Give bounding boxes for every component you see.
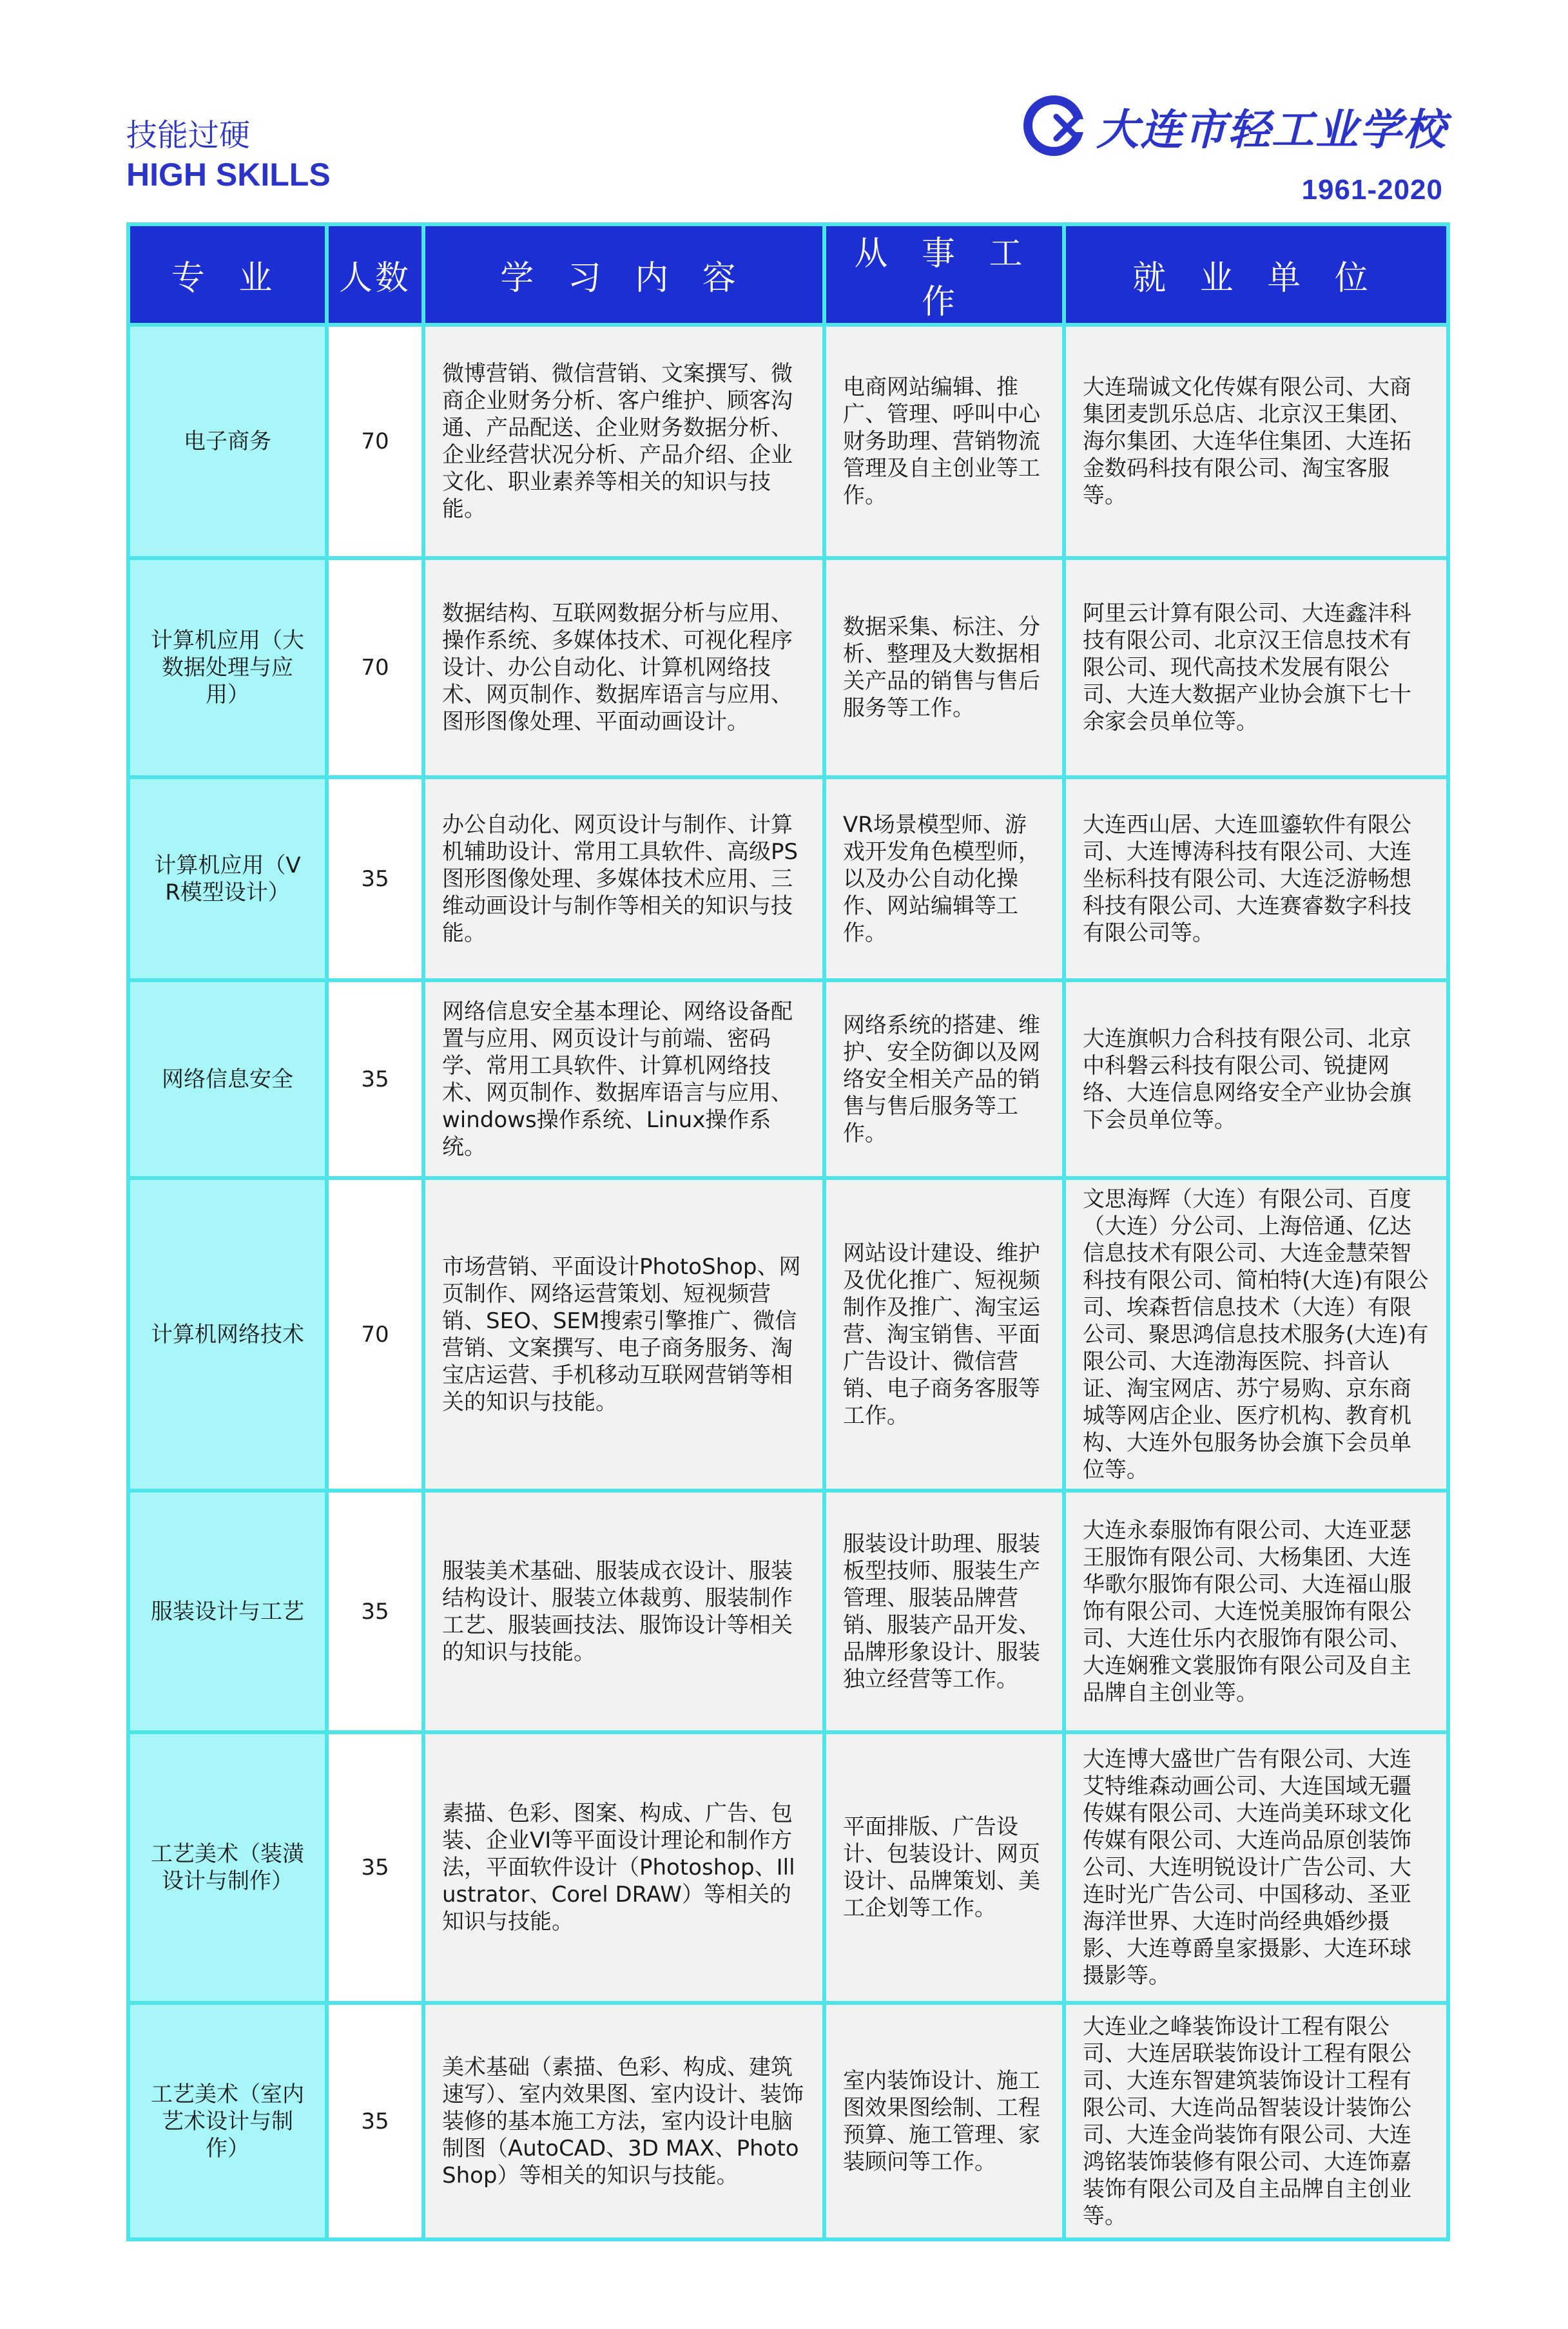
major-cell: 计算机应用（VR模型设计） (128, 777, 327, 980)
section-title-en: HIGH SKILLS (126, 157, 331, 193)
career-cell: 网站设计建设、维护及优化推广、短视频制作及推广、淘宝运营、淘宝销售、平面广告设计、微信营销、电子商务客服等工作。 (824, 1178, 1064, 1491)
header-count: 人数 (327, 224, 423, 325)
table-header-row (128, 224, 1448, 325)
school-years: 1961-2020 (1301, 174, 1443, 206)
major-cell: 工艺美术（室内艺术设计与制作） (128, 2003, 327, 2239)
employer-cell: 大连瑞诚文化传媒有限公司、大商集团麦凯乐总店、北京汉王集团、海尔集团、大连华住集团、大连拓金数码科技有限公司、淘宝客服等。 (1064, 325, 1448, 558)
header-employer: 就 业 单 位 (1064, 224, 1448, 325)
table-row (128, 980, 1448, 1178)
major-cell: 工艺美术（装潢设计与制作） (128, 1732, 327, 2003)
employer-cell: 阿里云计算有限公司、大连鑫沣科技有限公司、北京汉王信息技术有限公司、现代高技术发展有限公司、大连大数据产业协会旗下七十余家会员单位等。 (1064, 558, 1448, 777)
table-row (128, 1491, 1448, 1732)
major-cell: 电子商务 (128, 325, 327, 558)
table-row (128, 2003, 1448, 2239)
major-cell: 服装设计与工艺 (128, 1491, 327, 1732)
study-cell: 数据结构、互联网数据分析与应用、操作系统、多媒体技术、可视化程序设计、办公自动化、计算机网络技术、网页制作、数据库语言与应用、图形图像处理、平面动画设计。 (423, 558, 824, 777)
logo-row (1023, 90, 1447, 161)
career-cell: 服装设计助理、服装板型技师、服装生产管理、服装品牌营销、服装产品开发、品牌形象设计、服装独立经营等工作。 (824, 1491, 1064, 1732)
employer-cell: 大连博大盛世广告有限公司、大连艾特维森动画公司、大连国域无疆传媒有限公司、大连尚美环球文化传媒有限公司、大连尚品原创装饰公司、大连明锐设计广告公司、大连时光广告公司、中国移动、圣亚海洋世界、大连时尚经典婚纱摄影、大连尊爵皇家摄影、大连环球摄影等。 (1064, 1732, 1448, 2003)
school-name: 大连市轻工业学校 (1096, 104, 1447, 155)
major-cell: 计算机应用（大数据处理与应用） (128, 558, 327, 777)
employer-cell: 大连旗帜力合科技有限公司、北京中科磐云科技有限公司、锐捷网络、大连信息网络安全产业协会旗下会员单位等。 (1064, 980, 1448, 1178)
count-cell: 35 (327, 1491, 423, 1732)
major-cell: 计算机网络技术 (128, 1178, 327, 1491)
career-cell: 室内装饰设计、施工图效果图绘制、工程预算、施工管理、家装顾问等工作。 (824, 2003, 1064, 2239)
employer-cell: 大连永泰服饰有限公司、大连亚瑟王服饰有限公司、大杨集团、大连华歌尔服饰有限公司、大连福山服饰有限公司、大连悦美服饰有限公司、大连仕乐内衣服饰有限公司、大连娴雅文裳服饰有限公司及自主品牌自主创业等。 (1064, 1491, 1448, 1732)
count-cell: 35 (327, 2003, 423, 2239)
count-cell: 70 (327, 1178, 423, 1491)
table-row (128, 1178, 1448, 1491)
table-row (128, 325, 1448, 558)
count-cell: 35 (327, 777, 423, 980)
study-cell: 微博营销、微信营销、文案撰写、微商企业财务分析、客户维护、顾客沟通、产品配送、企业财务数据分析、企业经营状况分析、产品介绍、企业文化、职业素养等相关的知识与技能。 (423, 325, 824, 558)
career-cell: 网络系统的搭建、维护、安全防御以及网络安全相关产品的销售与售后服务等工作。 (824, 980, 1064, 1178)
employer-cell: 大连西山居、大连皿鎏软件有限公司、大连博涛科技有限公司、大连坐标科技有限公司、大连泛游畅想科技有限公司、大连赛睿数字科技有限公司等。 (1064, 777, 1448, 980)
study-cell: 办公自动化、网页设计与制作、计算机辅助设计、常用工具软件、高级PS图形图像处理、多媒体技术应用、三维动画设计与制作等相关的知识与技能。 (423, 777, 824, 980)
study-cell: 网络信息安全基本理论、网络设备配置与应用、网页设计与前端、密码学、常用工具软件、计算机网络技术、网页制作、数据库语言与应用、windows操作系统、Linux操作系统。 (423, 980, 824, 1178)
header-major: 专 业 (128, 224, 327, 325)
count-cell: 70 (327, 558, 423, 777)
header-study: 学 习 内 容 (423, 224, 824, 325)
count-cell: 70 (327, 325, 423, 558)
section-heading (126, 116, 331, 195)
employer-cell: 文思海辉（大连）有限公司、百度（大连）分公司、上海倍通、亿达信息技术有限公司、大连金慧荣智科技有限公司、简柏特(大连)有限公司、埃森哲信息技术（大连）有限公司、聚思鸿信息技术服务(大连)有限公司、大连渤海医院、抖音认证、淘宝网店、苏宁易购、京东商城等网店企业、医疗机构、教育机构、大连外包服务协会旗下会员单位等。 (1064, 1178, 1448, 1491)
table-row (128, 1732, 1448, 2003)
career-cell: 数据采集、标注、分析、整理及大数据相关产品的销售与售后服务等工作。 (824, 558, 1064, 777)
count-cell: 35 (327, 980, 423, 1178)
header-career: 从 事 工 作 (824, 224, 1064, 325)
study-cell: 素描、色彩、图案、构成、广告、包装、企业VI等平面设计理论和制作方法，平面软件设计（Photoshop、Illustrator、Corel DRAW）等相关的知识与技能。 (423, 1732, 824, 2003)
table-row (128, 777, 1448, 980)
study-cell: 美术基础（素描、色彩、构成、建筑速写）、室内效果图、室内设计、装饰装修的基本施工方法，室内设计电脑制图（AutoCAD、3D MAX、PhotoShop）等相关的知识与技能。 (423, 2003, 824, 2239)
study-cell: 市场营销、平面设计PhotoShop、网页制作、网络运营策划、短视频营销、SEO、SEM搜索引擎推广、微信营销、文案撰写、电子商务服务、淘宝店运营、手机移动互联网营销等相关的知识与技能。 (423, 1178, 824, 1491)
employer-cell: 大连业之峰装饰设计工程有限公司、大连居联装饰设计工程有限公司、大连东智建筑装饰设计工程有限公司、大连尚品智装设计装饰公司、大连金尚装饰有限公司、大连鸿铭装饰装修有限公司、大连饰嘉装饰有限公司及自主品牌自主创业等。 (1064, 2003, 1448, 2239)
career-cell: 平面排版、广告设计、包装设计、网页设计、品牌策划、美工企划等工作。 (824, 1732, 1064, 2003)
school-logo-icon (1023, 93, 1087, 158)
section-title-zh: 技能过硬 (126, 117, 251, 153)
career-cell: VR场景模型师、游戏开发角色模型师，以及办公自动化操作、网站编辑等工作。 (824, 777, 1064, 980)
skills-table (126, 222, 1450, 2241)
count-cell: 35 (327, 1732, 423, 2003)
study-cell: 服装美术基础、服装成衣设计、服装结构设计、服装立体裁剪、服装制作工艺、服装画技法、服饰设计等相关的知识与技能。 (423, 1491, 824, 1732)
school-brand (996, 90, 1447, 219)
major-cell: 网络信息安全 (128, 980, 327, 1178)
table-row (128, 558, 1448, 777)
career-cell: 电商网站编辑、推广、管理、呼叫中心财务助理、营销物流管理及自主创业等工作。 (824, 325, 1064, 558)
